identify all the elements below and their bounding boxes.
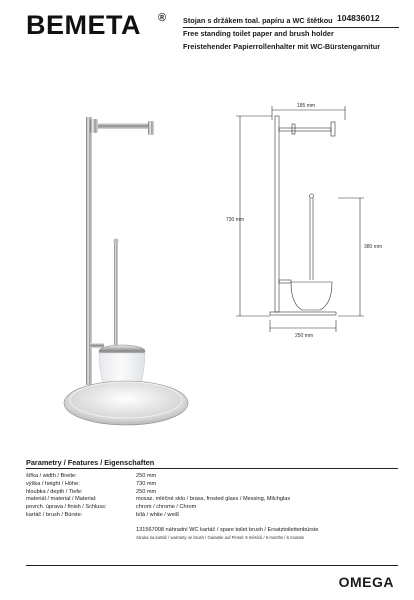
spec-row <box>26 504 290 512</box>
spec-value: mosaz, mléčné sklo / brass, frosted glass / Messing, Milchglas <box>136 496 291 503</box>
spec-row <box>26 481 290 489</box>
spec-row <box>26 473 290 481</box>
spec-value: bílá / white / weiß <box>136 511 180 518</box>
spec-label: šířka / width / Breite: <box>26 473 77 479</box>
dim-width-top: 185 mm <box>297 103 316 109</box>
warranty-note: záruka na kartáč / warranty on brush / Garantie auf Pinsel: 6 měsíců / 6 months / 6 monate <box>136 534 305 540</box>
title-de: Freistehender Papierrollenhalter mit WC-Bürstengarnitur <box>183 42 381 51</box>
dim-width-base: 250 mm <box>295 333 314 339</box>
spec-label: materiál / material / Material: <box>26 496 97 503</box>
spec-value: 730 mm <box>136 480 157 487</box>
dim-height-brush: 380 mm <box>364 244 383 250</box>
spec-label: povrch. úprava / finish / Schluss: <box>26 504 107 511</box>
spec-label: hloubka / depth / Tiefe: <box>26 488 83 495</box>
dim-height-total: 730 mm <box>226 217 245 223</box>
header-divider <box>183 27 399 28</box>
spare-brush-info: 131567008 náhradní WC kartáč / spare toilet brush / Ersatztoilettenbürste <box>136 527 319 533</box>
spec-row <box>26 489 290 497</box>
product-code: 104836012 <box>337 13 380 23</box>
specs-title: Parametry / Features / Eigenschaften <box>26 458 155 467</box>
spec-row <box>26 496 290 504</box>
specs-divider <box>26 468 398 469</box>
footer-divider <box>26 565 398 566</box>
spec-value: 250 mm <box>136 473 157 479</box>
product-photo <box>40 95 190 430</box>
spec-label: výška / height / Höhe: <box>26 480 80 487</box>
spec-row <box>26 512 290 520</box>
title-en: Free standing toilet paper and brush holder <box>183 29 334 38</box>
spec-value: 250 mm <box>136 488 157 495</box>
product-name: OMEGA <box>338 574 394 590</box>
specs-table <box>26 473 290 520</box>
spec-value: chrom / chrome / Chrom <box>136 504 197 511</box>
spec-label: kartáč / brush / Bürste: <box>26 511 83 518</box>
brand-logo: BEMETA <box>26 10 141 40</box>
registered-mark: ® <box>158 12 167 24</box>
technical-drawing <box>220 100 400 345</box>
title-cz: Stojan s držákem toal. papíru a WC štětkou <box>183 16 333 25</box>
spare-part-block <box>136 527 319 541</box>
